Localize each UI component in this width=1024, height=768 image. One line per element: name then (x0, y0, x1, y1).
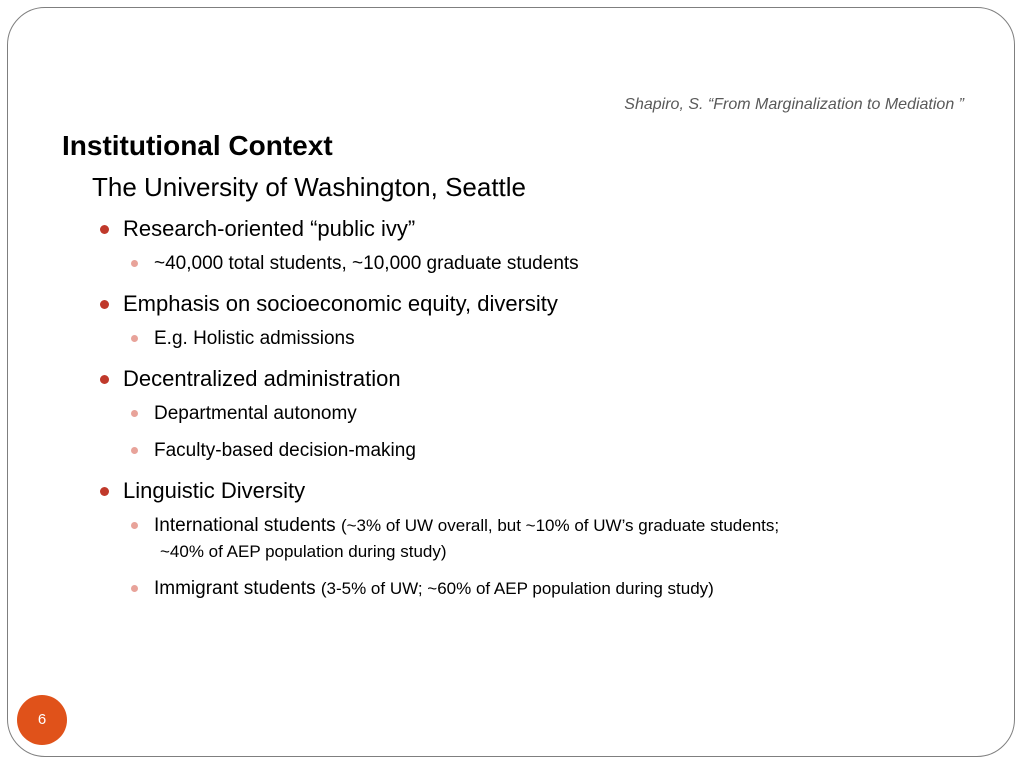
sub-bullet-dot-icon (131, 260, 138, 267)
sub-bullet-text: E.g. Holistic admissions (154, 328, 355, 349)
bullet-text: Decentralized administration (123, 366, 401, 391)
bullet-text: Research-oriented “public ivy” (123, 216, 416, 241)
sub-bullet-text: Departmental autonomy (154, 403, 357, 424)
sub-bullet-dot-icon (131, 585, 138, 592)
bullet-dot-icon (100, 300, 109, 309)
sub-bullet-dot-icon (131, 410, 138, 417)
citation: Shapiro, S. “From Marginalization to Mediation ” (624, 96, 964, 113)
slide-subtitle: The University of Washington, Seattle (92, 172, 527, 202)
bullet-dot-icon (100, 487, 109, 496)
bullet-outline (98, 213, 958, 613)
sub-bullet-item (129, 513, 958, 565)
sub-bullet-dot-icon (131, 522, 138, 529)
bullet-item (98, 363, 958, 395)
sub-bullet-text: Faculty-based decision-making (154, 440, 416, 461)
sub-bullet-dot-icon (131, 447, 138, 454)
sub-bullet-note: (~3% of UW overall, but ~10% of UW’s graduate students; (340, 516, 780, 535)
sub-bullet-text: International students (154, 515, 336, 536)
sub-bullet-text: ~40,000 total students, ~10,000 graduate students (154, 253, 579, 274)
page-number-badge: 6 (17, 695, 67, 745)
bullet-text: Emphasis on socioeconomic equity, diversity (123, 291, 558, 316)
sub-bullet-text: Immigrant students (154, 578, 316, 599)
bullet-text: Linguistic Diversity (123, 478, 306, 503)
bullet-dot-icon (100, 225, 109, 234)
slide-title: Institutional Context (62, 130, 333, 161)
bullet-dot-icon (100, 375, 109, 384)
bullet-item (98, 288, 958, 320)
sub-bullet-dot-icon (131, 335, 138, 342)
bullet-item (98, 213, 958, 245)
sub-bullet-item (129, 251, 958, 277)
sub-bullet-note: (3-5% of UW; ~60% of AEP population during study) (320, 579, 714, 598)
sub-bullet-item (129, 326, 958, 352)
sub-bullet-note-continued: ~40% of AEP population during study) (160, 542, 447, 561)
sub-bullet-item (129, 401, 958, 427)
sub-bullet-item (129, 576, 958, 602)
bullet-item (98, 475, 958, 507)
sub-bullet-item (129, 438, 958, 464)
